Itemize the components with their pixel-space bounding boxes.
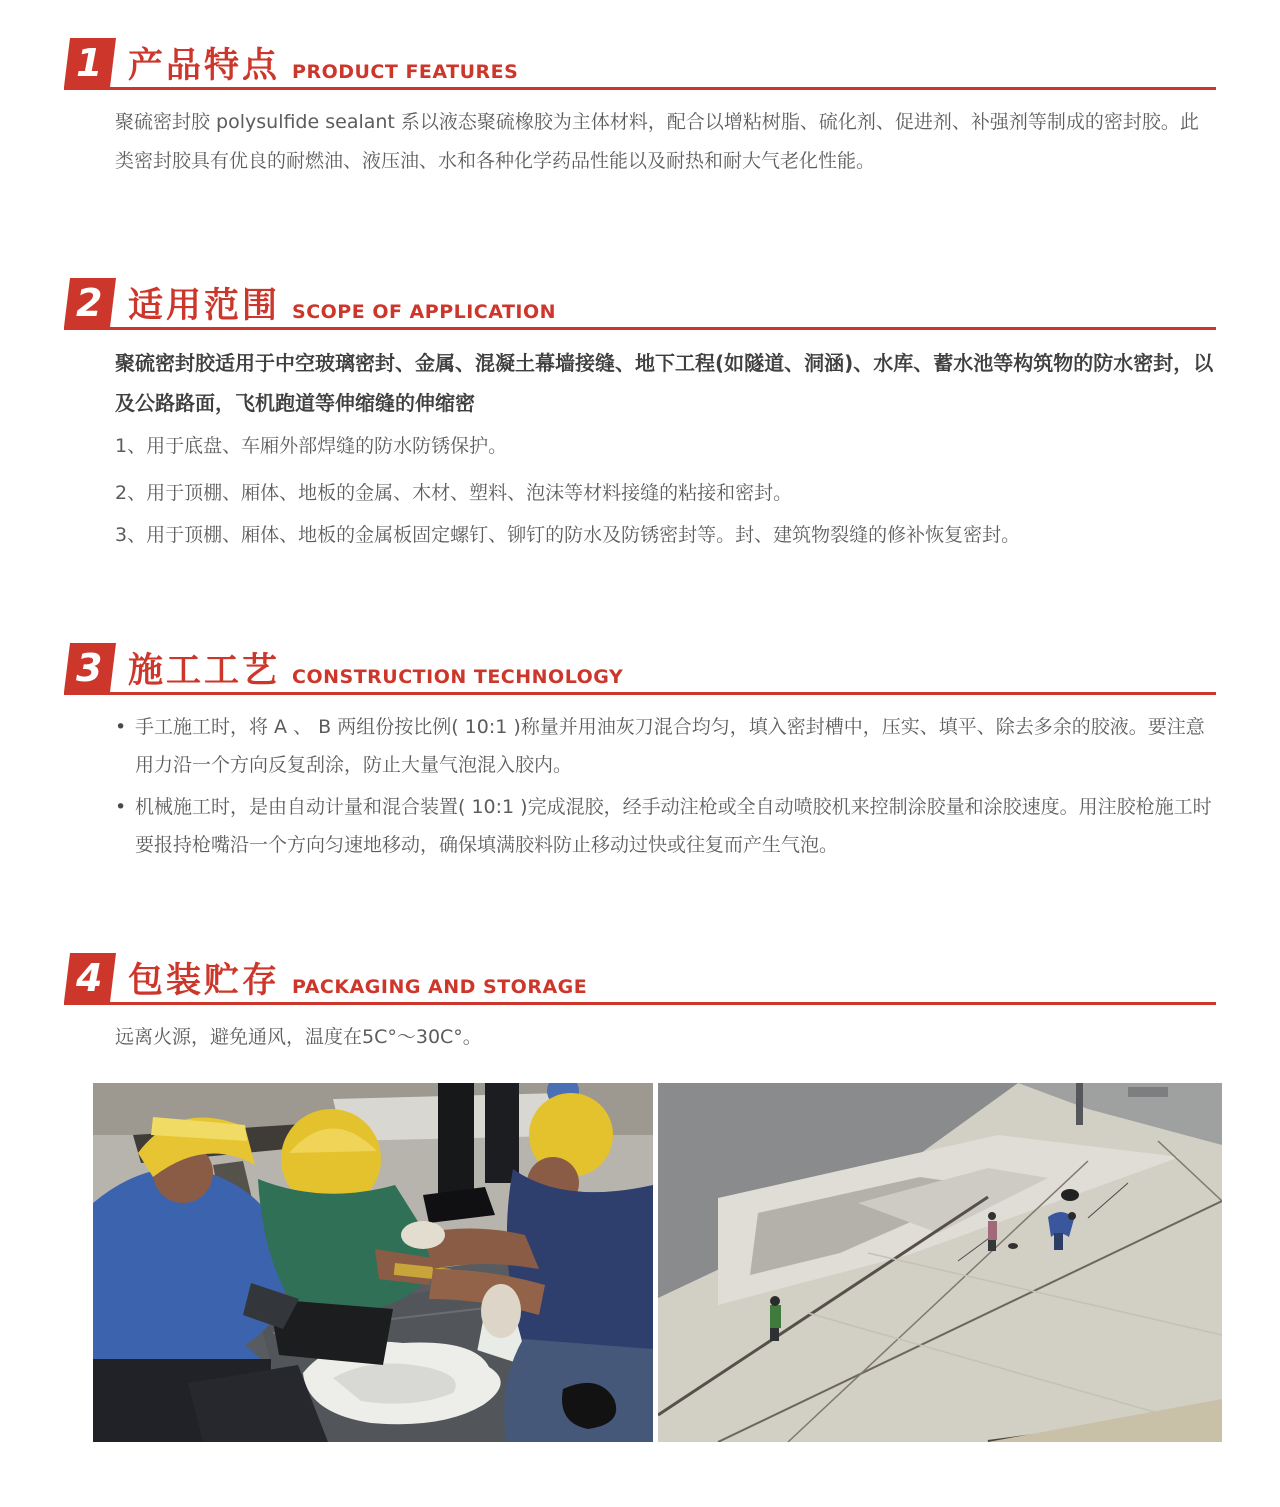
section-title-cn: 产品特点 [128, 46, 281, 86]
bullet-item [115, 708, 1216, 784]
section-title-cn: 包装贮存 [128, 961, 281, 1001]
section-header [64, 38, 1216, 90]
bullet-dot: • [115, 716, 127, 738]
paragraph: 远离火源，避免通风，温度在5C°～30C°。 [115, 1026, 482, 1048]
section-number-badge [64, 38, 116, 87]
paragraph: 聚硫密封胶 polysulfide sealant 系以液态聚硫橡胶为主体材料，配合以增粘树脂、硫化剂、促进剂、补强剂等制成的密封胶。此类密封胶具有优良的耐燃油、液压油、水和各种化学药品性能以及耐热和耐大气老化性能。 [115, 111, 1199, 172]
section-construction-technology [0, 643, 1280, 868]
lead-paragraph: 聚硫密封胶适用于中空玻璃密封、金属、混凝土幕墙接缝、地下工程(如隧道、洞涵)、水库、蓄水池等构筑物的防水密封，以及公路路面，飞机跑道等伸缩缝的伸缩密 [115, 351, 1214, 415]
numbered-items [115, 431, 1216, 551]
list-item: 1、用于底盘、车厢外部焊缝的防水防锈保护。 [115, 435, 508, 457]
bullet-dot: • [115, 796, 127, 818]
list-item: 2、用于顶棚、厢体、地板的金属、木材、塑料、泡沫等材料接缝的粘接和密封。 [115, 482, 793, 504]
section-title-en: PACKAGING AND STORAGE [292, 976, 588, 998]
bullet-text: 手工施工时，将 A 、 B 两组份按比例( 10:1 )称量并用油灰刀混合均匀，填入密封槽中，压实、填平、除去多余的胶液。要注意用力沿一个方向反复刮涂，防止大量气泡混入胶内。 [135, 716, 1205, 776]
section-title-en: PRODUCT FEATURES [292, 61, 519, 83]
section-content [115, 708, 1216, 864]
section-header [64, 278, 1216, 330]
photo-concrete-slope-workers [658, 1083, 1222, 1442]
section-content [115, 343, 1216, 551]
section-scope-of-application [0, 278, 1280, 562]
section-number-badge [64, 643, 116, 692]
section-header [64, 953, 1216, 1005]
section-header [64, 643, 1216, 695]
section-content [115, 1018, 1216, 1057]
section-packaging-and-storage [0, 953, 1280, 1057]
dam-slope-illustration [658, 1083, 1222, 1442]
section-title-cn: 适用范围 [128, 286, 281, 326]
section-title-en: CONSTRUCTION TECHNOLOGY [292, 666, 624, 688]
list-item: 3、用于顶棚、厢体、地板的金属板固定螺钉、铆钉的防水及防锈密封等。封、建筑物裂缝的修补恢复密封。 [115, 524, 1021, 546]
bullet-text: 机械施工时，是由自动计量和混合装置( 10:1 )完成混胶，经手动注枪或全自动喷胶机来控制涂胶量和涂胶速度。用注胶枪施工时要报持枪嘴沿一个方向匀速地移动，确保填满胶料防止移动过快或往复而产生气泡。 [135, 796, 1212, 856]
section-number-badge [64, 953, 116, 1002]
section-number: 2 [75, 280, 103, 325]
section-number: 4 [75, 955, 103, 1000]
workers-sealant-illustration [93, 1083, 653, 1442]
section-number: 3 [75, 645, 103, 690]
section-number: 1 [75, 40, 103, 85]
section-product-features [0, 38, 1280, 181]
section-number-badge [64, 278, 116, 327]
bullet-item [115, 788, 1216, 864]
section-title-en: SCOPE OF APPLICATION [292, 301, 557, 323]
section-title-cn: 施工工艺 [128, 651, 281, 691]
photo-row [93, 1083, 1222, 1442]
photo-workers-applying-sealant [93, 1083, 653, 1442]
section-content [115, 103, 1216, 181]
